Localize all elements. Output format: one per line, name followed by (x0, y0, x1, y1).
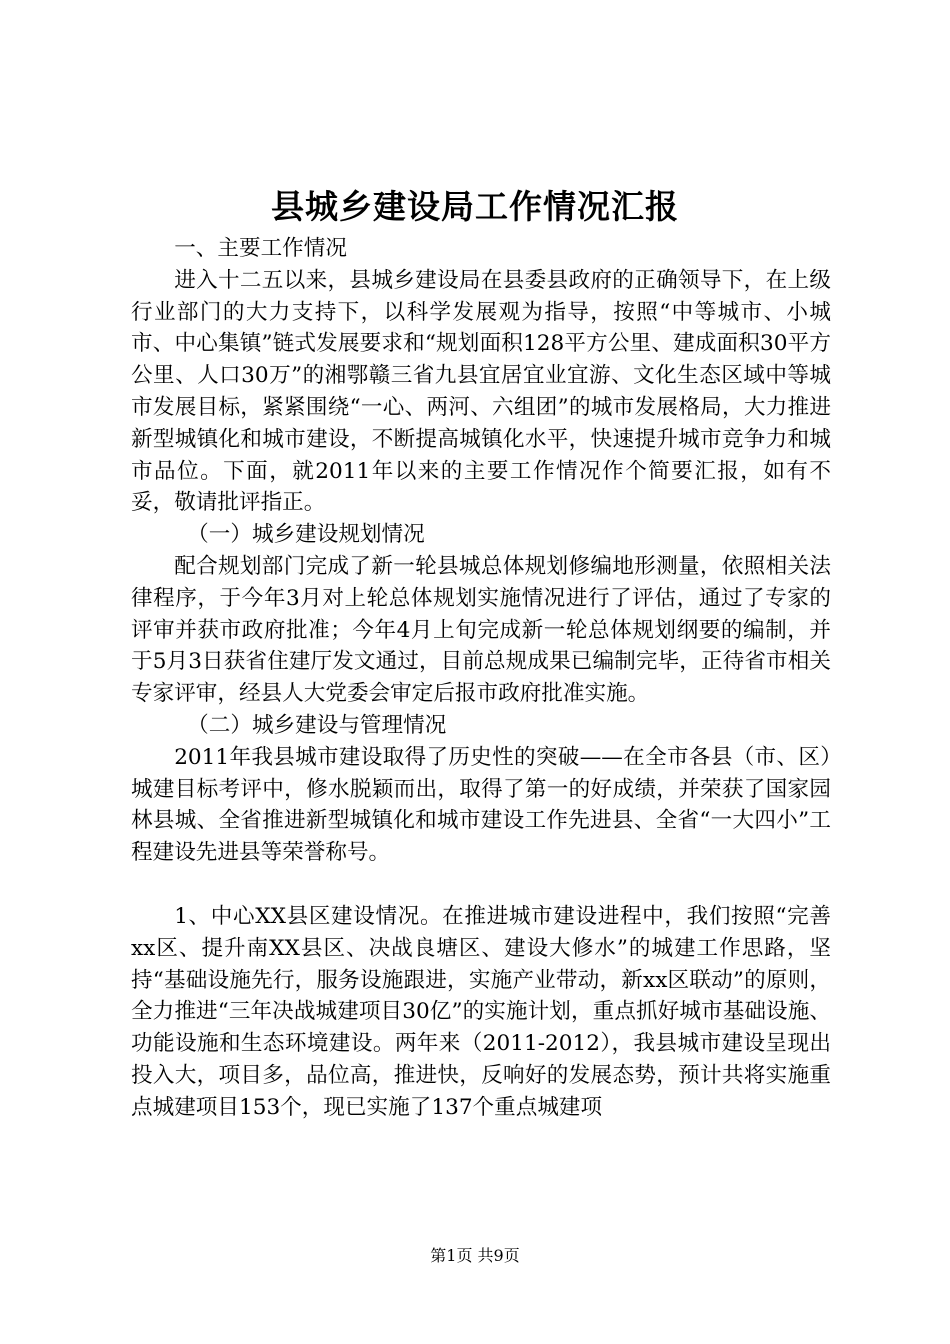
section-heading-main-work: 一、主要工作情况 (174, 236, 347, 261)
page-footer: 第1页 共9页 (430, 1246, 520, 1265)
subsection-heading-construction: （二）城乡建设与管理情况 (187, 712, 447, 738)
subsection-heading-planning: （一）城乡建设规划情况 (187, 522, 425, 548)
paragraph-construction: 2011年我县城市建设取得了历史性的突破——在全市各县（市、区）城建目标考评中，修水脱颖而出，取得了第一的好成绩，并荣获了国家园林县城、全省推进新型城镇化和城市建设工作先进县、全省“一大四小”工程建设先进县等荣誉称号。 (131, 744, 831, 866)
paragraph-intro: 进入十二五以来，县城乡建设局在县委县政府的正确领导下，在上级行业部门的大力支持下，以科学发展观为指导，按照“中等城市、小城市、中心集镇”链式发展要求和“规划面积128平方公里、建成面积30平方公里、人口30万”的湘鄂赣三省九县宜居宜业宜游、文化生态区域中等城市发展目标，紧紧围绕“一心、两河、六组团”的城市发展格局，大力推进新型城镇化和城市建设，不断提高城镇化水平，快速提升城市竞争力和城市品位。下面，就2011年以来的主要工作情况作个简要汇报，如有不妥，敬请批评指正。 (131, 267, 831, 516)
paragraph-planning: 配合规划部门完成了新一轮县城总体规划修编地形测量，依照相关法律程序，于今年3月对上轮总体规划实施情况进行了评估，通过了专家的评审并获市政府批准；今年4月上旬完成新一轮总体规划纲要的编制，并于5月3日获省住建厅发文通过，目前总规成果已编制完毕，正待省市相关专家评审，经县人大党委会审定后报市政府批准实施。 (131, 553, 831, 707)
document-body (131, 233, 831, 1124)
document-title: 县城乡建设局工作情况汇报 (271, 187, 679, 226)
paragraph-center-district: 1、中心XX县区建设情况。在推进城市建设进程中，我们按照“完善xx区、提升南XX县区、决战良塘区、建设大修水”的城建工作思路，坚持“基础设施先行，服务设施跟进，实施产业带动，新xx区联动”的原则，全力推进“三年决战城建项目30亿”的实施计划，重点抓好城市基础设施、功能设施和生态环境建设。两年来（2011-2012），我县城市建设呈现出投入大，项目多，品位高，推进快，反响好的发展态势，预计共将实施重点城建项目153个，现已实施了137个重点城建项 (131, 903, 831, 1120)
